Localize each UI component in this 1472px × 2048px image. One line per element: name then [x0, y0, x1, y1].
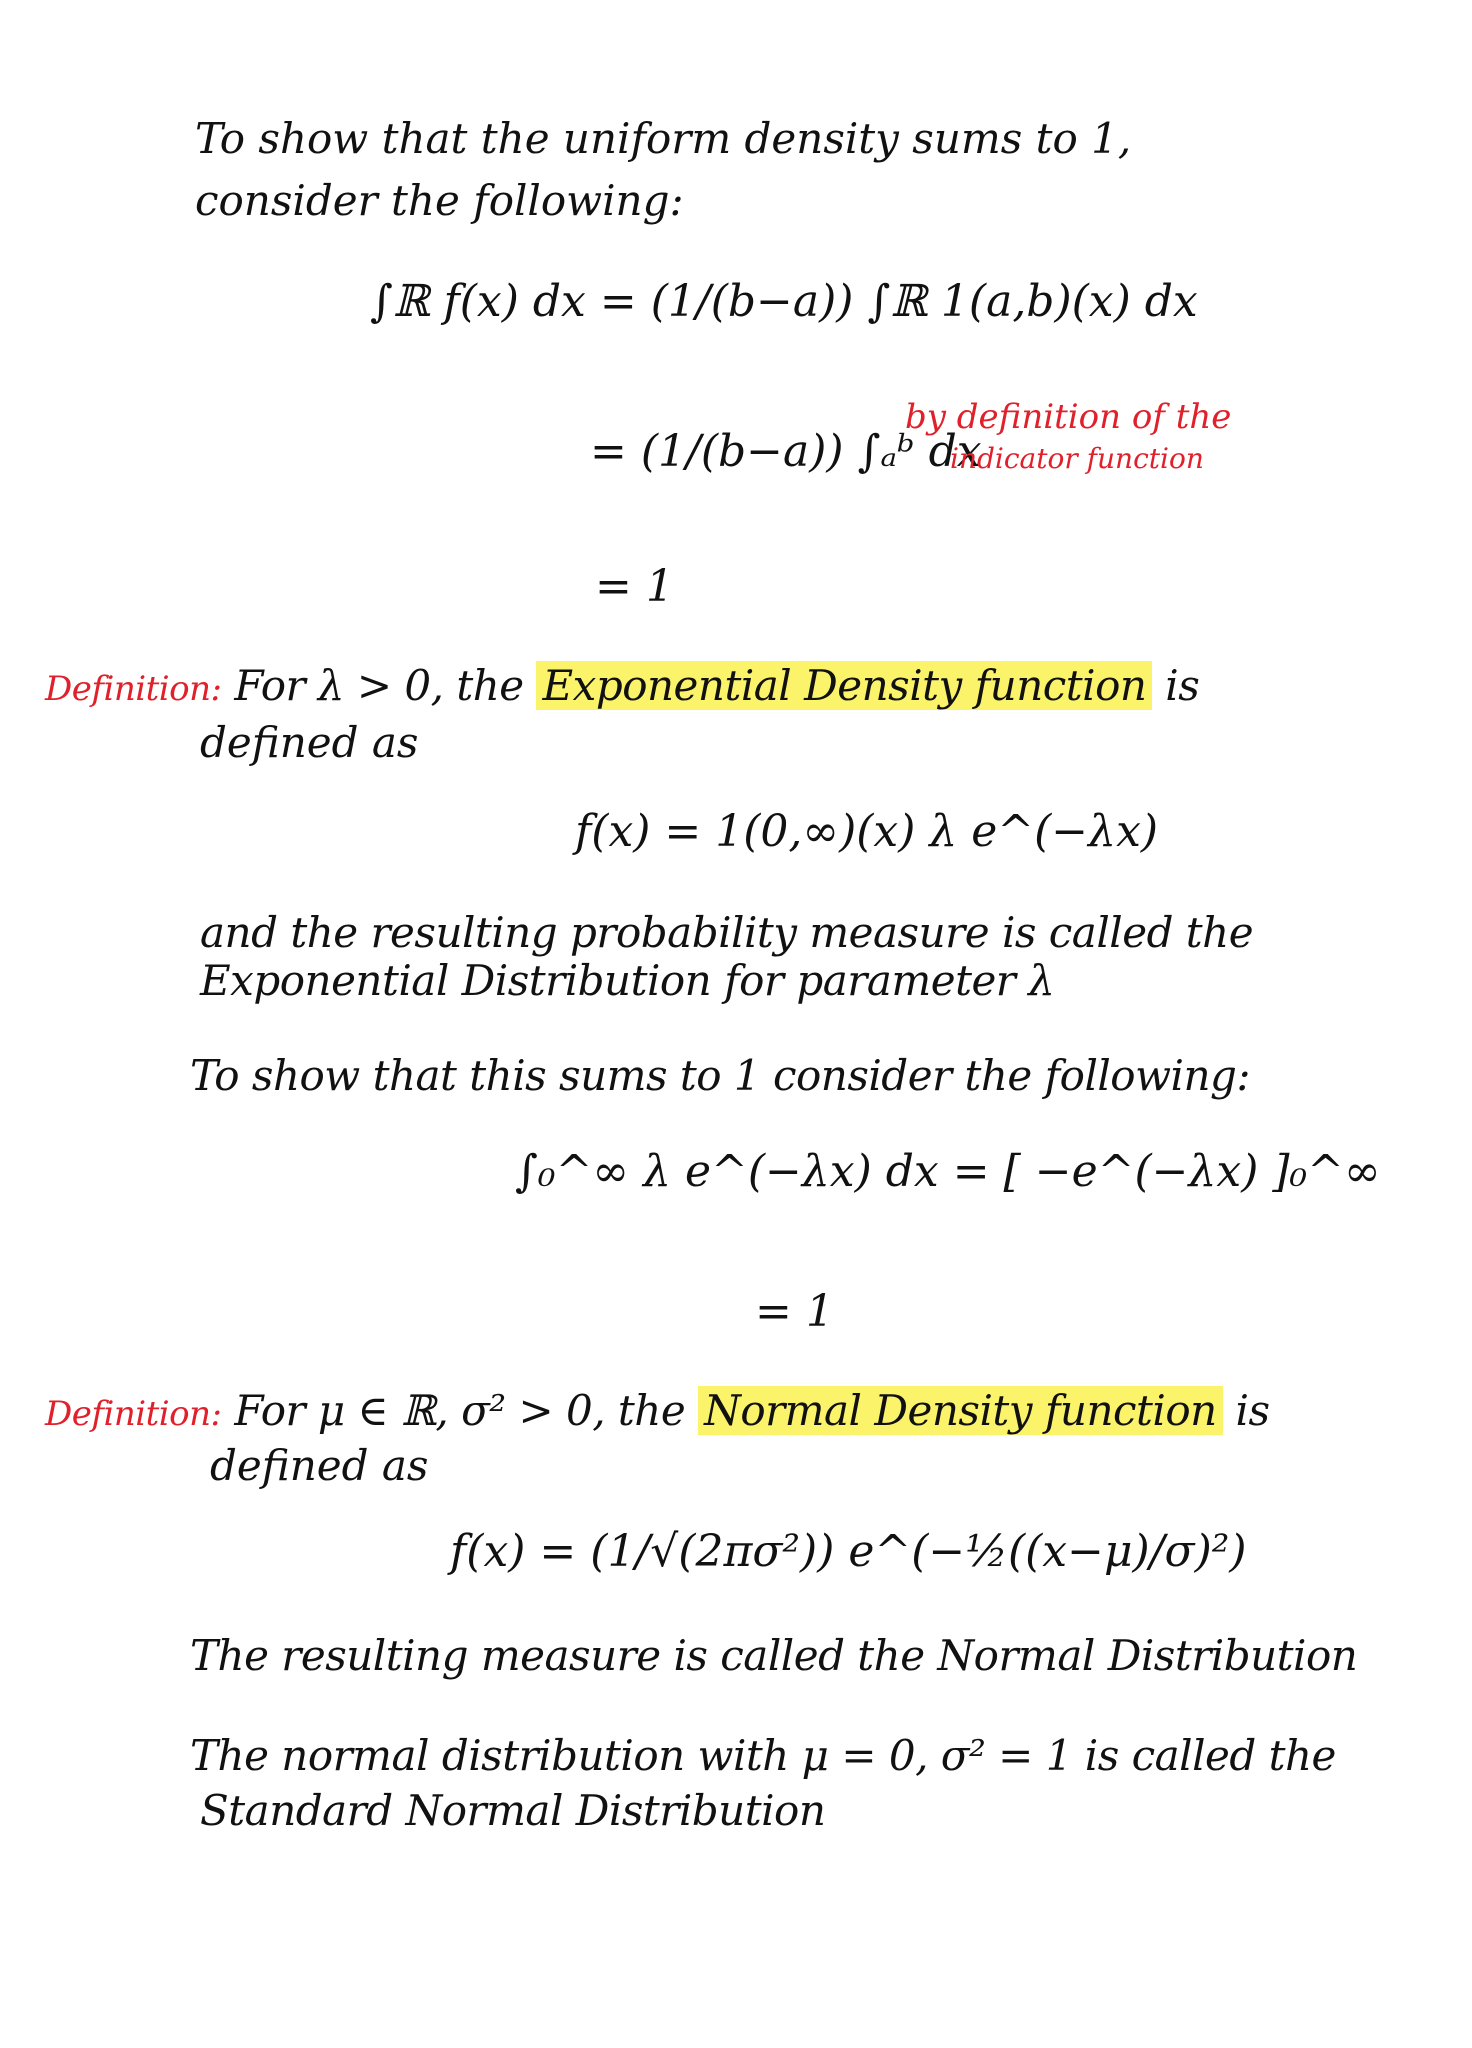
exponential-sum-intro: To show that this sums to 1 consider the following:	[190, 1051, 1251, 1100]
exponential-sum-equation: ∫₀^∞ λ e^(−λx) dx = [ −e^(−λx) ]₀^∞	[515, 1146, 1381, 1197]
uniform-note-line2: indicator function	[950, 442, 1204, 475]
exponential-density-term: Exponential Density function	[536, 661, 1152, 710]
uniform-equation-1: ∫ℝ f(x) dx = (1/(b−a)) ∫ℝ 1(a,b)(x) dx	[370, 276, 1198, 327]
normal-definition-line	[45, 1386, 1270, 1435]
normal-density-term: Normal Density function	[698, 1386, 1223, 1435]
exponential-defined-as: defined as	[200, 718, 419, 767]
exponential-definition-label: Definition:	[45, 669, 222, 709]
exponential-definition-post: is	[1165, 661, 1200, 710]
exponential-result-line2: Exponential Distribution for parameter λ	[200, 956, 1055, 1005]
normal-definition-pre: For μ ∈ ℝ, σ² > 0, the	[234, 1386, 686, 1435]
uniform-intro-line2: consider the following:	[195, 176, 684, 225]
exponential-sum-result: = 1	[755, 1286, 834, 1337]
normal-definition-label: Definition:	[45, 1394, 222, 1434]
uniform-equation-3: = 1	[595, 561, 674, 612]
standard-normal-line1: The normal distribution with μ = 0, σ² = 1 is called the	[190, 1731, 1336, 1780]
exponential-formula: f(x) = 1(0,∞)(x) λ e^(−λx)	[575, 806, 1159, 857]
uniform-intro-line1: To show that the uniform density sums to 1,	[195, 114, 1132, 163]
exponential-result-line1: and the resulting probability measure is called the	[200, 908, 1254, 957]
normal-formula: f(x) = (1/√(2πσ²)) e^(−½((x−μ)/σ)²)	[450, 1526, 1247, 1577]
normal-result: The resulting measure is called the Normal Distribution	[190, 1631, 1358, 1680]
standard-normal-line2: Standard Normal Distribution	[200, 1786, 826, 1835]
uniform-equation-2: = (1/(b−a)) ∫ₐᵇ dx	[590, 426, 982, 477]
normal-defined-as: defined as	[210, 1441, 429, 1490]
exponential-definition-line	[45, 661, 1200, 710]
normal-definition-post: is	[1235, 1386, 1270, 1435]
uniform-note-line1: by definition of the	[905, 397, 1232, 437]
exponential-definition-pre: For λ > 0, the	[234, 661, 524, 710]
